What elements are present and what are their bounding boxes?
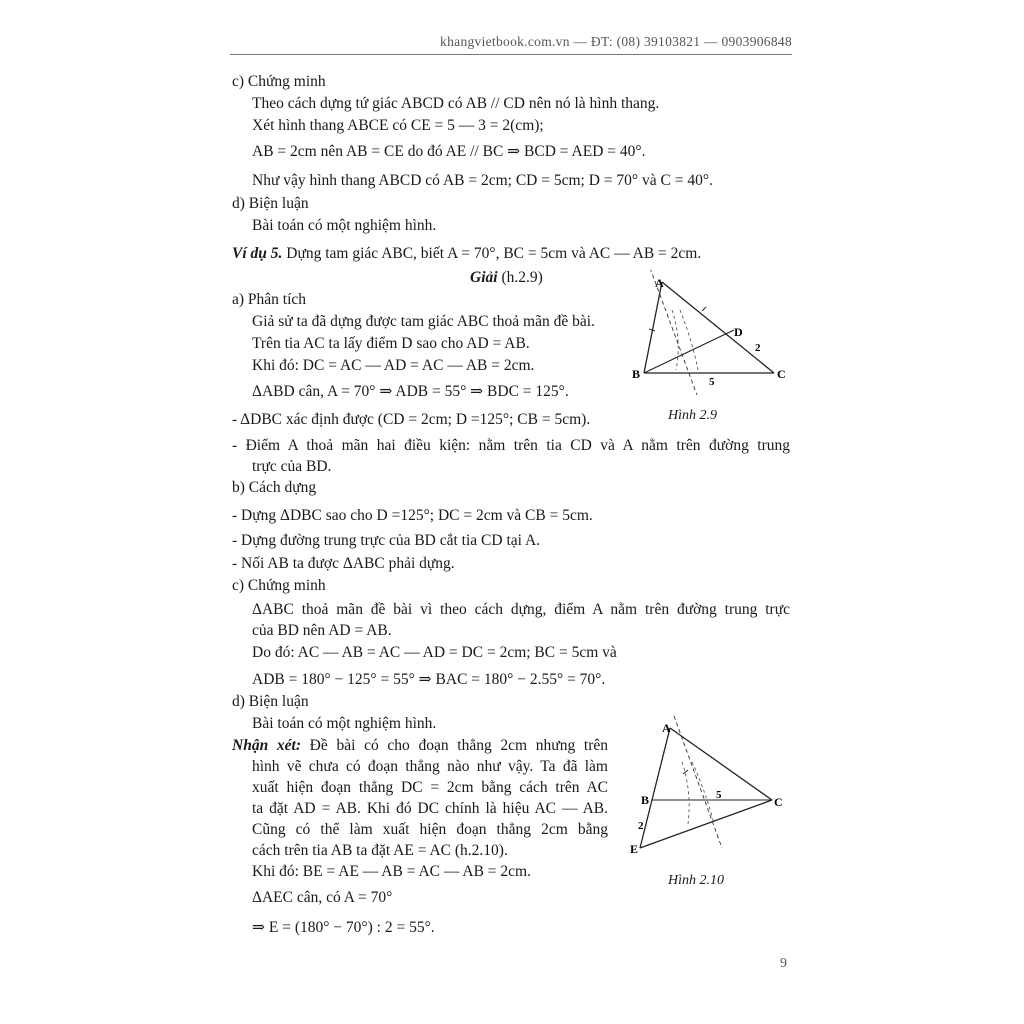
bullet-line: - ΔDBC xác định được (CD = 2cm; D =125°; CB = 5cm). [232,411,591,428]
fig2-length-bc: 5 [716,789,722,801]
text-line: ⇒ E = (180° − 70°) : 2 = 55°. [252,919,435,936]
page-number: 9 [780,956,787,971]
text-line: Như vậy hình thang ABCD có AB = 2cm; CD = 5cm; D = 70° và C = 40°. [252,172,713,189]
example-text: Dựng tam giác ABC, biết A = 70°, BC = 5cm và AC — AB = 2cm. [282,245,702,262]
fig1-label-a: A [655,276,664,290]
text-line: Cũng có thể làm xuất hiện đoạn thẳng 2cm bằng [252,821,608,838]
fig1-label-b: B [632,367,641,381]
figure-2-9-caption: Hình 2.9 [668,408,717,423]
heading-chung-minh-2: c) Chứng minh [232,577,326,594]
fig2-label-b: B [641,793,650,807]
figure-2-9 [622,270,802,395]
text-line: trực của BD. [252,458,332,475]
example-label: Ví dụ 5. [232,245,283,262]
text-line: Giả sử ta đã dựng được tam giác ABC thoả mãn đề bài. [252,313,595,330]
text-line: của BD nên AD = AB. [252,622,392,639]
bullet-line: - Điểm A thoả mãn hai điều kiện: nằm trên tia CD và A nằm trên đường trung [232,437,790,454]
text-line: ΔABC thoả mãn đề bài vì theo cách dựng, điểm A nằm trên đường trung trực [252,601,790,618]
solution-heading [470,268,543,288]
solution-ref: (h.2.9) [497,269,543,286]
text-line: Bài toán có một nghiệm hình. [252,217,437,234]
bullet-line: - Dựng đường trung trực của BD cắt tia CD tại A. [232,532,541,549]
text-line: Trên tia AC ta lấy điểm D sao cho AD = AB. [252,335,530,352]
header-rule [230,54,792,55]
text-line: hình vẽ chưa có đoạn thẳng nào như vậy. Ta đã làm [252,758,608,775]
text-line: ΔABD cân, A = 70° ⇒ ADB = 55° ⇒ BDC = 125°. [252,383,569,400]
remark-text: Đề bài có cho đoạn thẳng 2cm nhưng trên [300,737,608,754]
heading-cach-dung: b) Cách dựng [232,479,317,496]
heading-bien-luan-1: d) Biện luận [232,195,309,212]
fig1-length-dc: 2 [755,342,761,354]
heading-phan-tich: a) Phân tích [232,291,307,308]
fig2-label-c: C [774,795,783,809]
fig2-length-be: 2 [638,820,644,832]
fig1-label-d: D [734,325,743,339]
example-5-line [232,244,701,264]
fig1-length-bc: 5 [709,376,715,388]
text-line: xuất hiện đoạn thẳng DC = 2cm bằng cách trên AC [252,779,608,796]
text-line: Khi đó: DC = AC — AD = AC — AB = 2cm. [252,357,535,374]
text-line: Bài toán có một nghiệm hình. [252,715,437,732]
bullet-line: - Nối AB ta được ΔABC phải dựng. [232,555,455,572]
solution-label: Giải [470,269,498,286]
text-line: ΔAEC cân, có A = 70° [252,889,393,906]
page-header: khangvietbook.com.vn — ĐT: (08) 39103821 — 0903906848 [440,34,792,49]
heading-bien-luan-2: d) Biện luận [232,693,309,710]
text-line: Do đó: AC — AB = AC — AD = DC = 2cm; BC = 5cm và [252,644,617,661]
text-line: Khi đó: BE = AE — AB = AC — AB = 2cm. [252,863,531,880]
fig2-label-a: A [662,721,671,735]
remark-line [232,736,608,756]
fig1-label-c: C [777,367,786,381]
figure-2-10-caption: Hình 2.10 [668,873,724,888]
figure-2-10 [622,712,797,862]
fig2-label-e: E [630,842,639,856]
text-line: Xét hình thang ABCE có CE = 5 — 3 = 2(cm); [252,117,544,134]
bullet-line: - Dựng ΔDBC sao cho D =125°; DC = 2cm và CB = 5cm. [232,507,593,524]
text-line: cách trên tia AB ta đặt AE = AC (h.2.10). [252,842,508,859]
text-line: Theo cách dựng tứ giác ABCD có AB // CD nên nó là hình thang. [252,95,660,112]
text-line: ADB = 180° − 125° = 55° ⇒ BAC = 180° − 2.55° = 70°. [252,671,606,688]
remark-label: Nhận xét: [232,737,301,754]
text-line: ta đặt AD = AB. Khi đó DC chính là hiệu AC — AB. [252,800,608,817]
heading-chung-minh-1: c) Chứng minh [232,73,326,90]
text-line: AB = 2cm nên AB = CE do đó AE // BC ⇒ BCD = AED = 40°. [252,143,646,160]
